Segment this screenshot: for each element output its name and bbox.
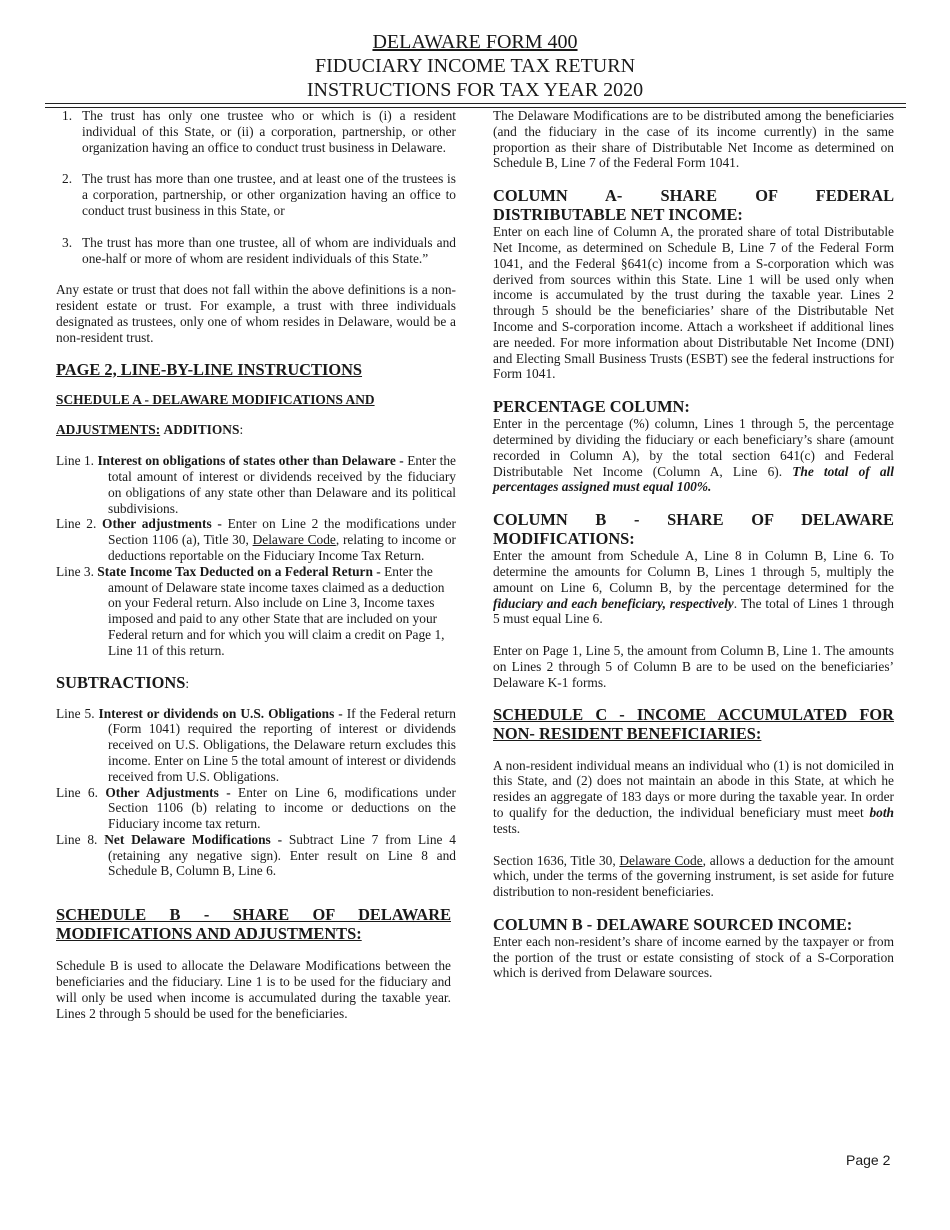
instructions-title: INSTRUCTIONS FOR TAX YEAR 2020 [306,79,644,101]
line-3-instruction: Line 3. State Income Tax Deducted on a Federal Return - Enter the amount of Delaware state income taxes claimed as a deduction on your Federal return. Also include on Line 3, Income taxes imposed and paid to any other State that are included on your Federal return and for which you will claim a credit on Page 1, Line 11 of this return. [56,563,445,658]
column-a-paragraph: Enter on each line of Column A, the prorated share of total Distributable Net Income, as determined on Schedule B, Line 7 of the Federal Form 1041, and the Federal §641(c) income from a S-corporation which was derived from sources within this State. Line 1 will be used only when income is accumulated by the trust during the taxable year. Lines 2 through 5 should be the beneficiaries’ share of the Distributable Net Income and S-corporation income. Attach a worksheet if additional lines are needed. For more information about Distributable Net Income (DNI) and Electing Small Business Trusts (ESBT) see the federal instructions for Form 1041. [493,224,894,382]
delaware-sourced-income-paragraph: Enter each non-resident’s share of income earned by the taxpayer or from the portion of the trust or estate consisting of stock of a S-Corporation which is derived from Delaware sources. [493,933,894,981]
document-header [0,30,950,102]
schedule-b-paragraph: Schedule B is used to allocate the Delaware Modifications between the beneficiaries and the fiduciary. Line 1 is to be used for the fiduciary and will only be used when income is accumulated during the taxable year. Lines 2 through 5 should be used for the beneficiaries. [56,958,451,1021]
line-1-instruction: Line 1. Interest on obligations of states other than Delaware - Enter the total amount of interest or dividends received by the fiduciary on obligations of any state other than Delaware and its political subdivisions. [56,453,456,516]
column-b-paragraph: Enter the amount from Schedule A, Line 8 in Column B, Line 6. To determine the amounts for Column B, Lines 1 through 5, multiply the amount on Line 6, Column B, by the percentage determined for the fiduciary and each beneficiary, respectively. The total of Lines 1 through 5 must equal Line 6. [493,548,894,627]
schedule-c-paragraph: A non-resident individual means an individual who (1) is not domiciled in this State, and (2) does not maintain an abode in this State, at which he resides an aggregate of 183 days or more during the taxable year. In order to qualify for the deduction, the individual beneficiary must meet both tests. [493,757,894,836]
trust-definition-item: 1. The trust has only one trustee who or which is (i) a resident individual of this State, or (ii) a corporation, partnership, or other organization having an office to conduct trust business in Delaware. [62,108,456,155]
subtractions-heading: SUBTRACTIONS: [56,672,190,692]
schedule-b-heading: SCHEDULE B - SHARE OF DELAWARE MODIFICATIONS AND ADJUSTMENTS: [56,905,451,944]
page2-heading: PAGE 2, LINE-BY-LINE INSTRUCTIONS [56,359,363,379]
right-column [493,108,894,981]
delaware-sourced-income-heading: COLUMN B - DELAWARE SOURCED INCOME: [493,914,853,934]
line-2-instruction: Line 2. Other adjustments - Enter on Line 2 the modifications under Section 1106 (a), Title 30, Delaware Code, relating to income or deductions reportable on the Fiduciary Income Tax Return. [56,516,456,563]
form-subtitle: FIDUCIARY INCOME TAX RETURN [314,55,636,77]
header-rule-top [45,103,906,104]
column-a-heading-line1: COLUMN A- SHARE OF FEDERAL [493,186,894,206]
left-column [56,108,456,1021]
schedule-c-heading-line1: SCHEDULE C - INCOME ACCUMULATED FOR [493,704,894,724]
additions-heading: ADJUSTMENTS: ADDITIONS: [56,422,244,438]
column-b-heading-line1: COLUMN B - SHARE OF DELAWARE [493,510,894,530]
section-1636-paragraph: Section 1636, Title 30, Delaware Code, allows a deduction for the amount which, under the terms of the governing instrument, is set aside for future distribution to non-resident beneficiaries. [493,852,894,900]
schedule-a-heading: SCHEDULE A - DELAWARE MODIFICATIONS AND [56,391,375,407]
line-8-instruction: Line 8. Net Delaware Modifications - Subtract Line 7 from Line 4 (retaining any negative sign). Enter result on Line 8 and Schedule B, Column B, Line 6. [56,831,456,879]
distribution-intro-paragraph: The Delaware Modifications are to be distributed among the beneficiaries (and the fiduciary in the case of its income currently) in the same proportion as their share of Distributable Net Income as determined on Schedule B, Line 7 of the Federal Form 1041. [493,108,894,171]
form-title: DELAWARE FORM 400 [372,31,578,53]
line-6-instruction: Line 6. Other Adjustments - Enter on Line 6, modifications under Section 1106 (b) relating to income or deductions on the Fiduciary income tax return. [56,784,456,832]
line-5-instruction: Line 5. Interest or dividends on U.S. Obligations - If the Federal return (Form 1041) required the reporting of interest or dividends received on U.S. Obligations, the Delaware return excludes this income. Enter on Line 5 the total amount of interest or dividends received from U.S. Obligations. [56,705,456,784]
column-a-heading-line2: DISTRIBUTABLE NET INCOME: [493,205,743,225]
column-b-heading-line2: MODIFICATIONS: [493,529,635,549]
nonresident-paragraph: Any estate or trust that does not fall within the above definitions is a non-resident estate or trust. For example, a trust with three individuals designated as trustees, only one of whom resides in Delaware, would be a non-resident trust. [56,282,456,345]
column-b-paragraph-2: Enter on Page 1, Line 5, the amount from Column B, Line 1. The amounts on Lines 2 through 5 of Column B are to be used on the beneficiaries’ Delaware K-1 forms. [493,643,894,690]
percentage-column-heading: PERCENTAGE COLUMN: [493,397,690,417]
trust-definition-item: 3. The trust has more than one trustee, all of whom are individuals and one-half or more of whom are resident individuals of this State.” [62,234,456,266]
page-number: Page 2 [846,1152,891,1168]
percentage-column-paragraph: Enter in the percentage (%) column, Lines 1 through 5, the percentage determined by dividing the fiduciary or each beneficiary’s share (amount recorded in Column A), by the total section 641(c) and Federal Distributable Net Income (Column A, Line 6). The total of all percentages assigned must equal 100%. [493,416,894,495]
trust-definition-item: 2. The trust has more than one trustee, and at least one of the trustees is a corporation, partnership, or other organization having an office to conduct trust business in this State, or [62,171,456,218]
schedule-c-heading-line2: NON- RESIDENT BENEFICIARIES: [493,723,762,743]
